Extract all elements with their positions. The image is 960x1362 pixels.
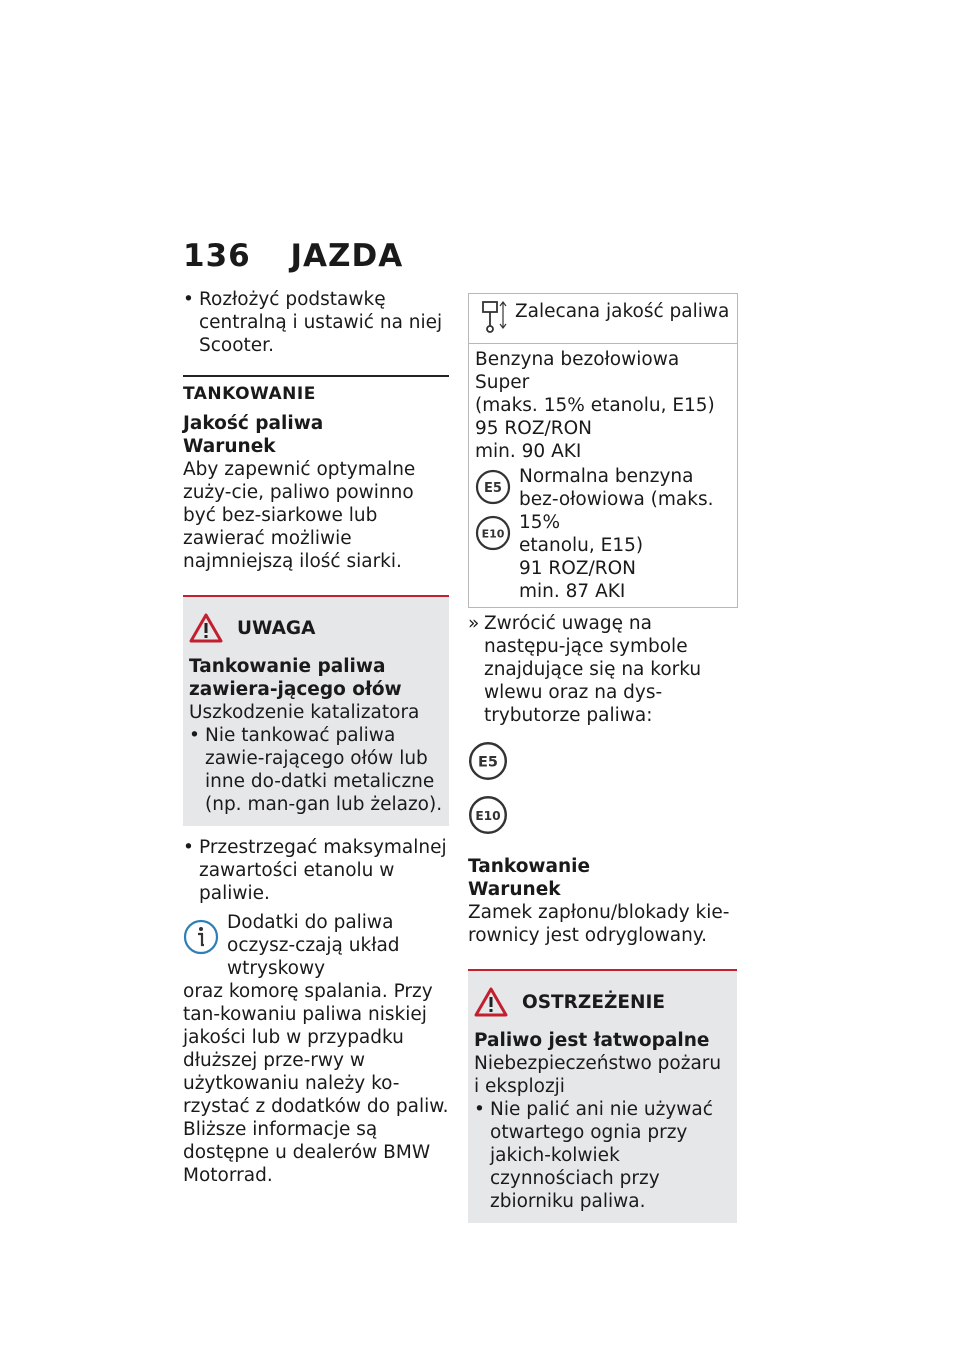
page-header xyxy=(183,238,403,274)
info-text-rest: oraz komorę spalania. Przy tan-kowaniu paliwa niskiej jakości lub w przypadku dłuższej prze-rwy w użytkowaniu należy ko-rzystać z dodatków do paliw. Bliższe informacje są dostępne u dealerów BMW Motorrad. xyxy=(183,981,449,1186)
e5-badge-icon xyxy=(475,469,511,505)
info-icon xyxy=(183,919,219,955)
caution-box xyxy=(183,595,449,826)
right-column xyxy=(468,293,737,1233)
e5-badge-text: E5 xyxy=(484,481,502,496)
fuel-table-body xyxy=(469,344,737,607)
e5-symbol-text: E5 xyxy=(478,754,498,771)
section-divider xyxy=(183,375,449,377)
symbols-bullet: » Zwrócić uwagę na następu-jące symbole znajdujące się na korku wlewu oraz na dys-trybutorze paliwa: xyxy=(468,613,702,726)
caution-subtitle: Tankowanie paliwa zawiera-jącego ołów xyxy=(189,656,402,700)
piston-icon xyxy=(475,298,509,338)
warning-triangle-icon xyxy=(474,987,508,1017)
chapter-title: JAZDA xyxy=(290,238,404,274)
e10-badge-text: E10 xyxy=(481,527,505,541)
section-title: TANKOWANIE xyxy=(183,384,316,404)
fuel-quality-title: Jakość paliwa xyxy=(183,413,324,434)
warning-bullet: • Nie palić ani nie używać otwartego ognia przy jakich-kolwiek czynnościach przy zbiorniku paliwa. xyxy=(474,1099,713,1212)
fuel-table-title: Zalecana jakość paliwa xyxy=(515,301,730,322)
warning-subtitle: Paliwo jest łatwopalne xyxy=(474,1030,710,1051)
fuel-quality-table xyxy=(468,293,738,608)
left-column xyxy=(183,288,449,1187)
fuel-symbols xyxy=(468,741,737,835)
caution-bullet: • Nie tankować paliwa zawie-rającego ołów lub inne do-datki metaliczne (np. man-gan lub żelazo). xyxy=(189,725,443,815)
warning-consequence: Niebezpieczeństwo pożaru i eksplozji xyxy=(474,1053,722,1097)
normal-ron: 91 ROZ/RON xyxy=(519,558,636,579)
info-text-first: Dodatki do paliwa oczysz-czają układ wtryskowy xyxy=(227,912,400,979)
warning-box xyxy=(468,969,737,1223)
intro-bullet: • Rozłożyć podstawkę centralną i ustawić na niej Scooter. xyxy=(183,289,443,356)
e10-badge-icon xyxy=(475,515,511,551)
page-number: 136 xyxy=(183,238,251,274)
ethanol-bullet: • Przestrzegać maksymalnej zawartości etanolu w paliwie. xyxy=(183,837,447,904)
normal-fuel-row xyxy=(475,465,731,603)
caution-consequence: Uszkodzenie katalizatora xyxy=(189,702,420,723)
caution-title: UWAGA xyxy=(237,617,316,639)
e5-symbol-icon xyxy=(468,741,508,781)
refuel-condition-text: Zamek zapłonu/blokady kie-rownicy jest odryglowany. xyxy=(468,902,730,946)
e10-symbol-icon xyxy=(468,795,508,835)
super-line-1: Benzyna bezołowiowa Super xyxy=(475,349,680,393)
warning-triangle-icon xyxy=(189,613,223,643)
fuel-table-header xyxy=(469,294,737,344)
normal-line-1: Normalna benzyna bez-ołowiowa (maks. 15% xyxy=(519,466,714,533)
super-aki: min. 90 AKI xyxy=(475,441,582,462)
info-note xyxy=(183,911,449,980)
condition-text: Aby zapewnić optymalne zuży-cie, paliwo powinno być bez-siarkowe lub zawierać możliwie najmniejszą ilość siarki. xyxy=(183,459,416,572)
normal-line-2: etanolu, E15) xyxy=(519,535,644,556)
warning-title: OSTRZEŻENIE xyxy=(522,991,666,1013)
normal-aki: min. 87 AKI xyxy=(519,581,626,602)
refuel-title: Tankowanie xyxy=(468,856,591,877)
refuel-condition-label: Warunek xyxy=(468,879,561,900)
e10-symbol-text: E10 xyxy=(475,809,501,823)
condition-label: Warunek xyxy=(183,436,276,457)
super-line-2: (maks. 15% etanolu, E15) xyxy=(475,395,715,416)
super-ron: 95 ROZ/RON xyxy=(475,418,592,439)
